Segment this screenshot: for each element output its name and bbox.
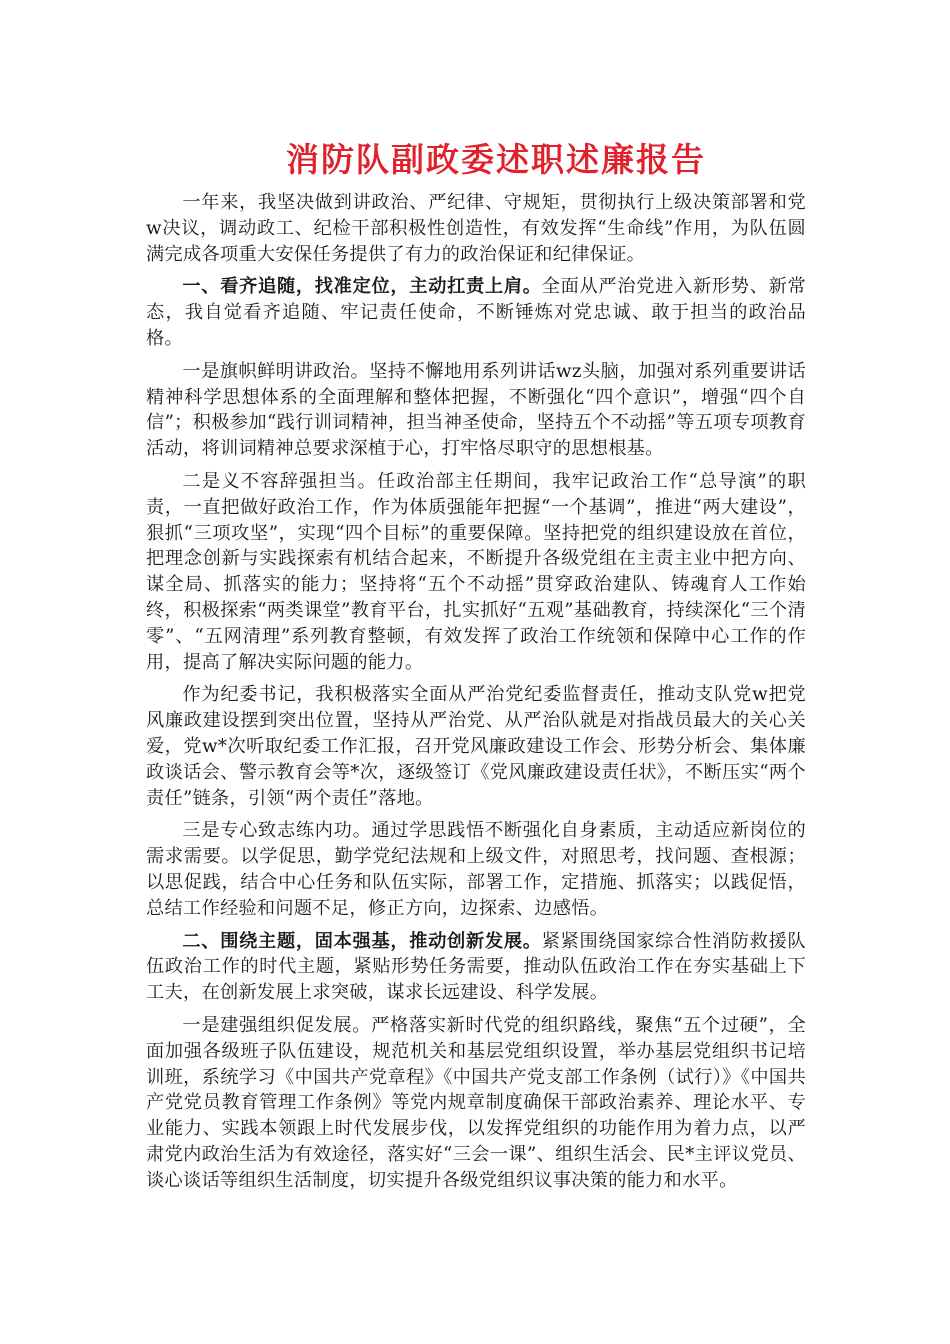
document-page [146, 136, 806, 1200]
paragraph-text: 作为纪委书记，我积极落实全面从严治党纪委监督责任，推动支队党w把党风廉政建设摆到突出位置，坚持从严治党、从严治队就是对指战员最大的关心关爱，党w*次听取纪委工作汇报，召开党风廉政建设工作会、形势分析会、集体廉政谈话会、警示教育会等*次，逐级签订《党风廉政建设责任状》，不断压实“两个责任”链条，引领“两个责任”落地。 [146, 684, 806, 809]
paragraph-item [146, 682, 806, 811]
paragraph-item [146, 469, 806, 675]
paragraph-item [146, 359, 806, 462]
paragraph-text: 一是建强组织促发展。严格落实新时代党的组织路线，聚焦“五个过硬”，全面加强各级班子队伍建设，规范机关和基层党组织设置，举办基层党组织书记培训班，系统学习《中国共产党章程》《中国共产党支部工作条例（试行）》《中国共产党党员教育管理工作条例》等党内规章制度确保干部政治素养、理论水平、专业能力、实践本领跟上时代发展步伐，以发挥党组织的功能作用为着力点，以严肃党内政治生活为有效途径，落实好“三会一课”、组织生活会、民*主评议党员、谈心谈话等组织生活制度，切实提升各级党组织议事决策的能力和水平。 [146, 1014, 806, 1191]
section-heading: 一、看齐追随，找准定位，主动扛责上肩。 [182, 276, 542, 298]
paragraph-intro [146, 190, 806, 267]
paragraph-item [146, 1013, 806, 1194]
paragraph-text: 紧紧围绕国家综合性消防救援队伍政治工作的时代主题，紧贴形势任务需要，推动队伍政治工作在夯实基础上下工夫，在创新发展上求突破，谋求长远建设、科学发展。 [146, 930, 807, 1004]
paragraph-text: 二是义不容辞强担当。任政治部主任期间，我牢记政治工作“总导演”的职责，一直把做好政治工作，作为体质强能年把握“一个基调”，推进“两大建设”，狠抓“三项攻坚”，实现“四个目标”的重要保障。坚持把党的组织建设放在首位，把理念创新与实践探索有机结合起来，不断提升各级党组在主责主业中把方向、谋全局、抓落实的能力；坚持将“五个不动摇”贯穿政治建队、铸魂育人工作始终，积极探索“两类课堂”教育平台，扎实抓好“五观”基础教育，持续深化“三个清零”、“五网清理”系列教育整顿，有效发挥了政治工作统领和保障中心工作的作用，提高了解决实际问题的能力。 [146, 470, 806, 673]
paragraph-item [146, 818, 806, 921]
paragraph-text: 全面从严治党进入新形势、新常态，我自觉看齐追随、牢记责任使命，不断锤炼对党忠诚、敢于担当的政治品格。 [146, 276, 807, 349]
paragraph-text: 三是专心致志练内功。通过学思践悟不断强化自身素质，主动适应新岗位的需求需要。以学促思，勤学党纪法规和上级文件，对照思考，找问题、查根源；以思促践，结合中心任务和队伍实际，部署工作，定措施、抓落实；以践促悟，总结工作经验和问题不足，修正方向，边探索、边感悟。 [146, 820, 806, 919]
section-heading: 二、围绕主题，固本强基，推动创新发展。 [182, 930, 542, 952]
document-title: 消防队副政委述职述廉报告 [286, 140, 706, 179]
paragraph-text: 一年来，我坚决做到讲政治、严纪律、守规矩，贯彻执行上级决策部署和党w决议，调动政工、纪检干部积极性创造性，有效发挥“生命线”作用，为队伍圆满完成各项重大安保任务提供了有力的政治保证和纪律保证。 [146, 192, 806, 265]
paragraph-section-2 [146, 929, 806, 1006]
paragraph-section-1 [146, 274, 806, 351]
paragraph-text: 一是旗帜鲜明讲政治。坚持不懈地用系列讲话wz头脑，加强对系列重要讲话精神科学思想体系的全面理解和整体把握，不断强化“四个意识”，增强“四个自信”；积极参加“践行训词精神，担当神圣使命，坚持五个不动摇”等五项专项教育活动，将训词精神总要求深植于心，打牢恪尽职守的思想根基。 [146, 360, 806, 460]
